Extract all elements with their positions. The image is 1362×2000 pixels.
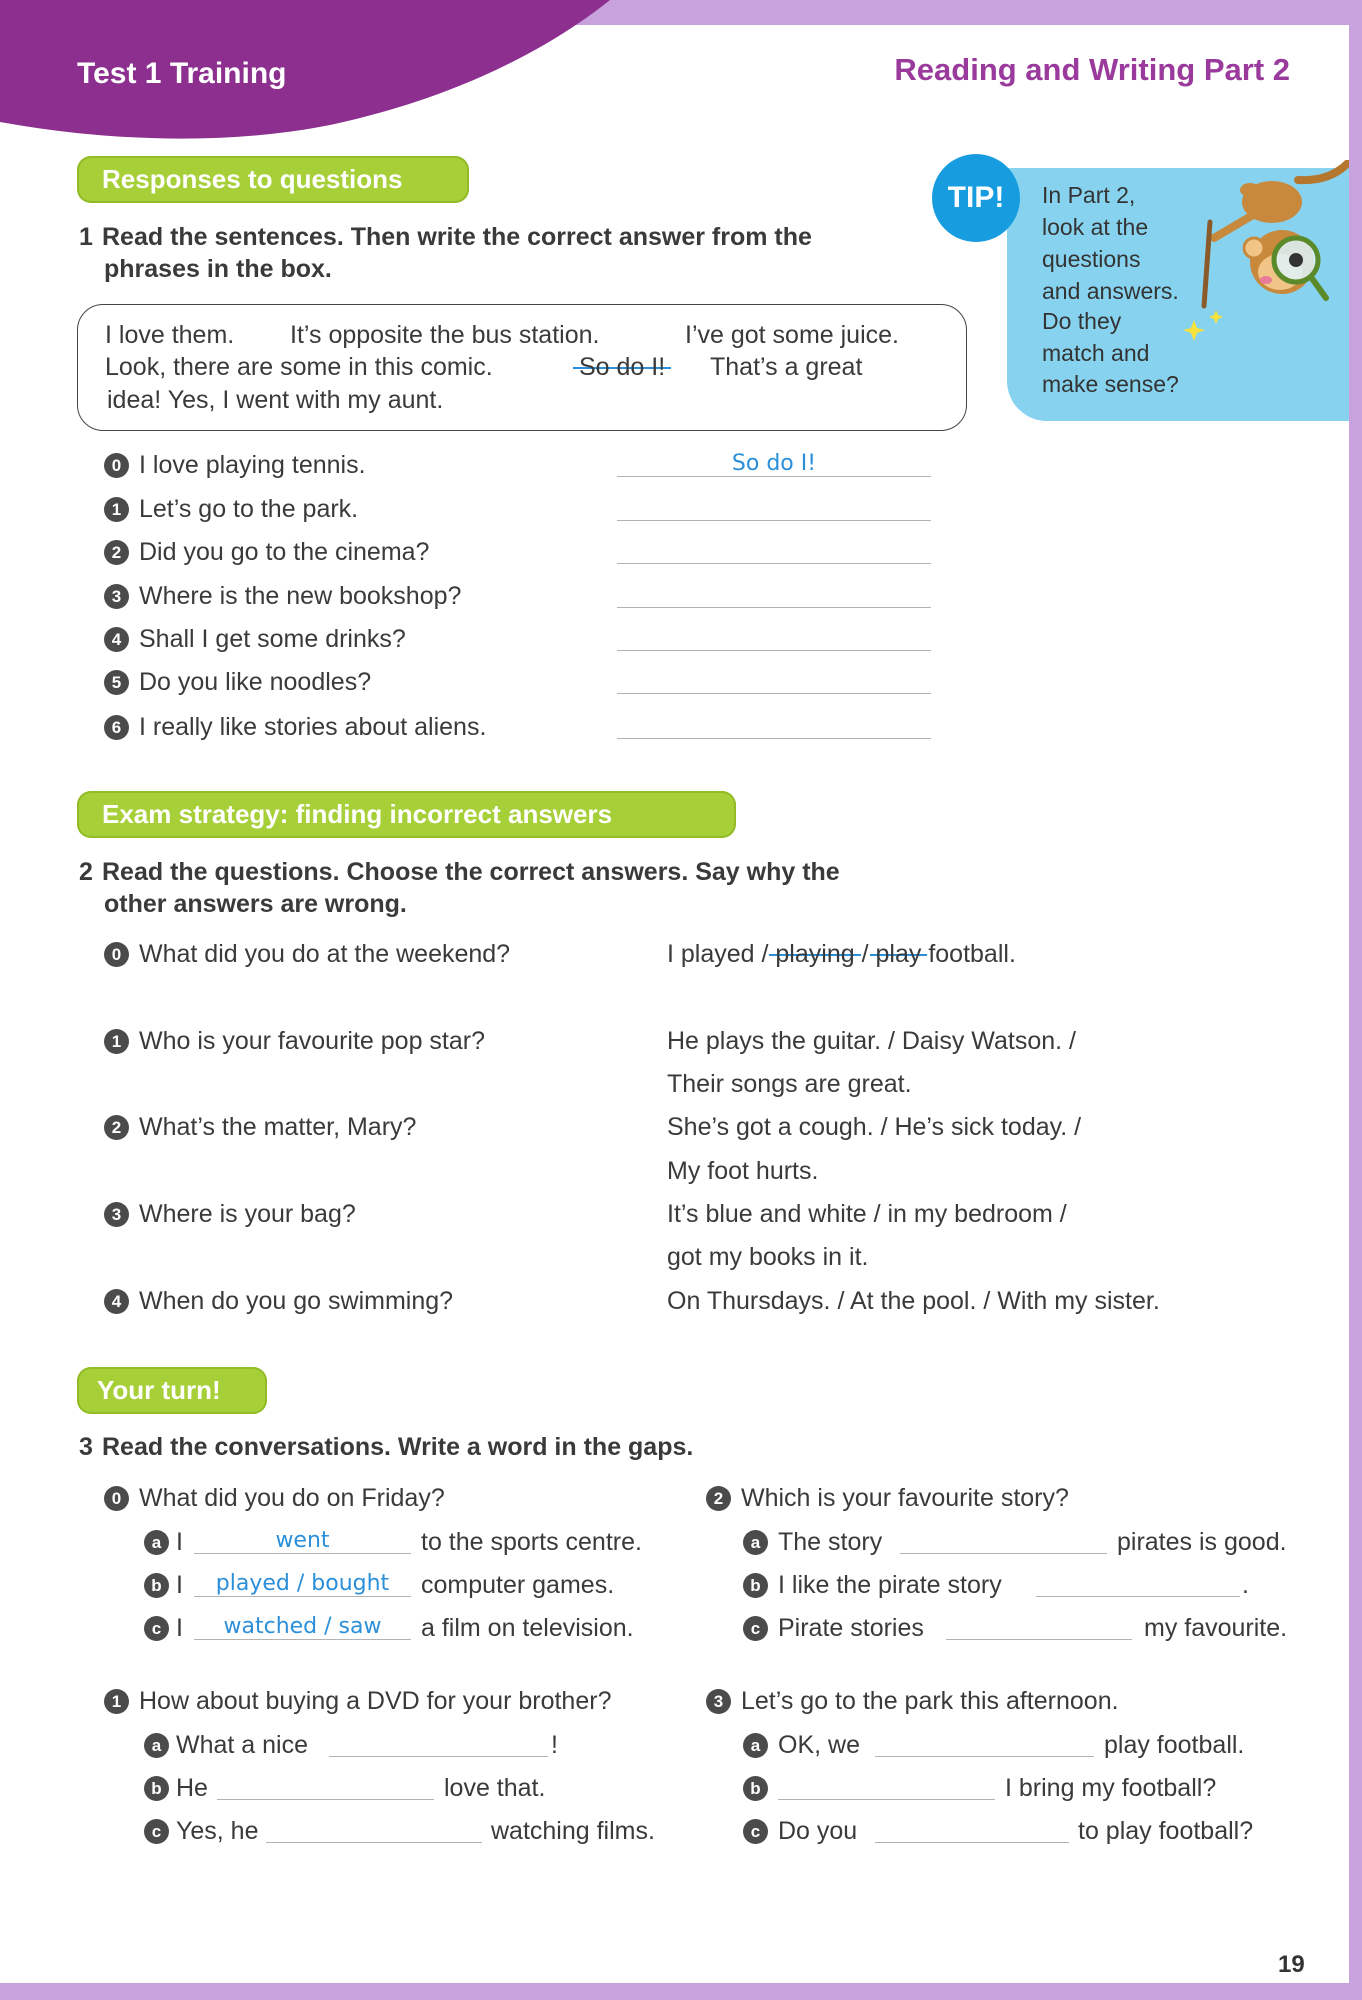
response-letter: b — [743, 1776, 768, 1801]
conversation-prompt: What did you do on Friday? — [139, 1484, 445, 1512]
phrase: idea! Yes, I went with my aunt. — [107, 386, 444, 414]
answer-options: Their songs are great. — [667, 1070, 912, 1098]
answer-gap[interactable] — [266, 1817, 482, 1843]
answer-gap[interactable] — [617, 713, 931, 739]
exercise-instruction: other answers are wrong. — [104, 890, 407, 918]
conversation-prompt: Which is your favourite story? — [741, 1484, 1069, 1512]
exercise-number: 3 — [79, 1433, 93, 1461]
response-text-after: to the sports centre. — [421, 1528, 642, 1556]
response-text-after: play football. — [1104, 1731, 1245, 1759]
response-text-after: I bring my football? — [1005, 1774, 1217, 1802]
phrase: I love them. — [105, 321, 235, 349]
phrase: Look, there are some in this comic. — [105, 353, 493, 381]
response-text-before: What a nice — [176, 1731, 309, 1759]
answer-option: football. — [928, 940, 1016, 968]
response-text-after: my favourite. — [1144, 1614, 1288, 1642]
section-banner-responses: Responses to questions — [77, 156, 469, 203]
part-title: Reading and Writing Part 2 — [894, 52, 1290, 87]
response-letter: c — [144, 1616, 169, 1641]
answer-options: got my books in it. — [667, 1243, 869, 1271]
question-number: 1 — [104, 1029, 129, 1054]
page-number: 19 — [1278, 1951, 1305, 1978]
page-title: Test 1 Training — [77, 57, 287, 90]
response-text-after: watching films. — [491, 1817, 655, 1845]
exercise-instruction: phrases in the box. — [104, 255, 332, 283]
exercise-number: 2 — [79, 858, 93, 886]
monkey-illustration — [1180, 160, 1349, 350]
question-text: Who is your favourite pop star? — [139, 1027, 485, 1055]
response-letter: c — [144, 1819, 169, 1844]
answer-options: My foot hurts. — [667, 1157, 819, 1185]
response-text-after: love that. — [444, 1774, 546, 1802]
question-number: 1 — [104, 497, 129, 522]
answer-gap[interactable] — [329, 1731, 548, 1757]
section-banner-exam-strategy: Exam strategy: finding incorrect answers — [77, 791, 736, 838]
tip-line: Do they — [1042, 308, 1122, 334]
response-text-before: Do you — [778, 1817, 858, 1845]
tip-line: questions — [1042, 246, 1141, 272]
conversation-prompt: Let’s go to the park this afternoon. — [741, 1687, 1119, 1715]
response-text-after: a film on television. — [421, 1614, 634, 1642]
response-letter: a — [144, 1530, 169, 1555]
response-text-after: to play football? — [1078, 1817, 1254, 1845]
answer-gap[interactable] — [1036, 1571, 1240, 1597]
response-letter: b — [144, 1573, 169, 1598]
question-text: What’s the matter, Mary? — [139, 1113, 417, 1141]
phrase: That’s a great — [710, 353, 863, 381]
tip-badge: TIP! — [932, 154, 1020, 242]
question-text: When do you go swimming? — [139, 1287, 454, 1315]
answer-option: I played / — [667, 940, 769, 968]
answer-gap[interactable]: watched / saw — [194, 1614, 411, 1640]
question-number: 4 — [104, 627, 129, 652]
question-text: I really like stories about aliens. — [139, 713, 487, 741]
response-text-before: I — [176, 1614, 183, 1642]
exercise-instruction: Read the conversations. Write a word in the gaps. — [102, 1433, 694, 1461]
question-number: 4 — [104, 1289, 129, 1314]
answer-option-struck: playing — [769, 940, 860, 968]
conversation-number: 1 — [104, 1689, 129, 1714]
exercise-instruction: Read the sentences. Then write the correct answer from the — [102, 223, 812, 251]
question-number: 2 — [104, 540, 129, 565]
answer-gap[interactable] — [875, 1731, 1094, 1757]
bottom-strip — [0, 1983, 1362, 2000]
right-strip — [1349, 0, 1362, 2000]
response-text-before: OK, we — [778, 1731, 860, 1759]
response-letter: c — [743, 1819, 768, 1844]
question-text: Let’s go to the park. — [139, 495, 359, 523]
answer-gap[interactable] — [778, 1774, 995, 1800]
response-letter: b — [743, 1573, 768, 1598]
answer-options: On Thursdays. / At the pool. / With my sister. — [667, 1287, 1160, 1315]
answer-gap[interactable] — [946, 1614, 1132, 1640]
response-letter: a — [144, 1733, 169, 1758]
question-text: What did you do at the weekend? — [139, 940, 511, 968]
question-text: Where is the new bookshop? — [139, 582, 462, 610]
response-text-after: computer games. — [421, 1571, 615, 1599]
tip-line: make sense? — [1042, 371, 1179, 397]
question-number: 0 — [104, 453, 129, 478]
response-text-before: The story — [778, 1528, 883, 1556]
tip-line: and answers. — [1042, 278, 1179, 304]
answer-gap[interactable] — [217, 1774, 434, 1800]
answer-gap[interactable]: So do I! — [617, 451, 931, 477]
response-letter: a — [743, 1733, 768, 1758]
tip-line: In Part 2, — [1042, 182, 1136, 208]
response-letter: a — [743, 1530, 768, 1555]
question-text: I love playing tennis. — [139, 451, 366, 479]
answer-gap[interactable] — [617, 538, 931, 564]
response-letter: b — [144, 1776, 169, 1801]
exercise-number: 1 — [79, 223, 93, 251]
question-number: 2 — [104, 1115, 129, 1140]
answer-options: She’s got a cough. / He’s sick today. / — [667, 1113, 1082, 1141]
answer-option-struck: play — [870, 940, 928, 968]
struck-phrase: So do I! — [573, 353, 671, 381]
response-text-after: pirates is good. — [1117, 1528, 1287, 1556]
answer-gap[interactable]: played / bought — [194, 1571, 411, 1597]
phrase: I’ve got some juice. — [685, 321, 899, 349]
answer-options: He plays the guitar. / Daisy Watson. / — [667, 1027, 1076, 1055]
section-banner-your-turn: Your turn! — [77, 1367, 267, 1414]
question-number: 0 — [104, 942, 129, 967]
question-text: Where is your bag? — [139, 1200, 356, 1228]
answer-gap[interactable] — [617, 582, 931, 608]
exercise-instruction: Read the questions. Choose the correct answers. Say why the — [102, 858, 840, 886]
tip-line: look at the — [1042, 214, 1149, 240]
phrase: It’s opposite the bus station. — [290, 321, 600, 349]
response-text-before: I — [176, 1528, 183, 1556]
response-letter: c — [743, 1616, 768, 1641]
question-number: 3 — [104, 1202, 129, 1227]
answer-separator: / — [861, 940, 869, 968]
conversation-number: 2 — [706, 1486, 731, 1511]
tip-line: match and — [1042, 340, 1150, 366]
question-number: 3 — [104, 584, 129, 609]
question-number: 5 — [104, 670, 129, 695]
question-text: Shall I get some drinks? — [139, 625, 406, 653]
conversation-prompt: How about buying a DVD for your brother? — [139, 1687, 612, 1715]
response-text-before: Pirate stories — [778, 1614, 924, 1642]
phrase-used — [579, 352, 665, 382]
response-text-before: I like the pirate story — [778, 1571, 1002, 1599]
answer-gap[interactable] — [617, 625, 931, 651]
response-text-after: . — [1242, 1571, 1249, 1599]
response-text-before: I — [176, 1571, 183, 1599]
response-text-after: ! — [551, 1731, 558, 1759]
response-text-before: Yes, he — [176, 1817, 259, 1845]
answer-gap[interactable] — [875, 1817, 1069, 1843]
question-text: Did you go to the cinema? — [139, 538, 430, 566]
answer-gap[interactable] — [617, 495, 931, 521]
response-text-before: He — [176, 1774, 208, 1802]
question-text: Do you like noodles? — [139, 668, 372, 696]
question-number: 6 — [104, 715, 129, 740]
answer-options: It’s blue and white / in my bedroom / — [667, 1200, 1067, 1228]
answer-gap[interactable] — [900, 1528, 1107, 1554]
conversation-number: 0 — [104, 1486, 129, 1511]
conversation-number: 3 — [706, 1689, 731, 1714]
answer-options — [667, 939, 1016, 969]
answer-gap[interactable] — [617, 668, 931, 694]
answer-gap[interactable]: went — [194, 1528, 411, 1554]
